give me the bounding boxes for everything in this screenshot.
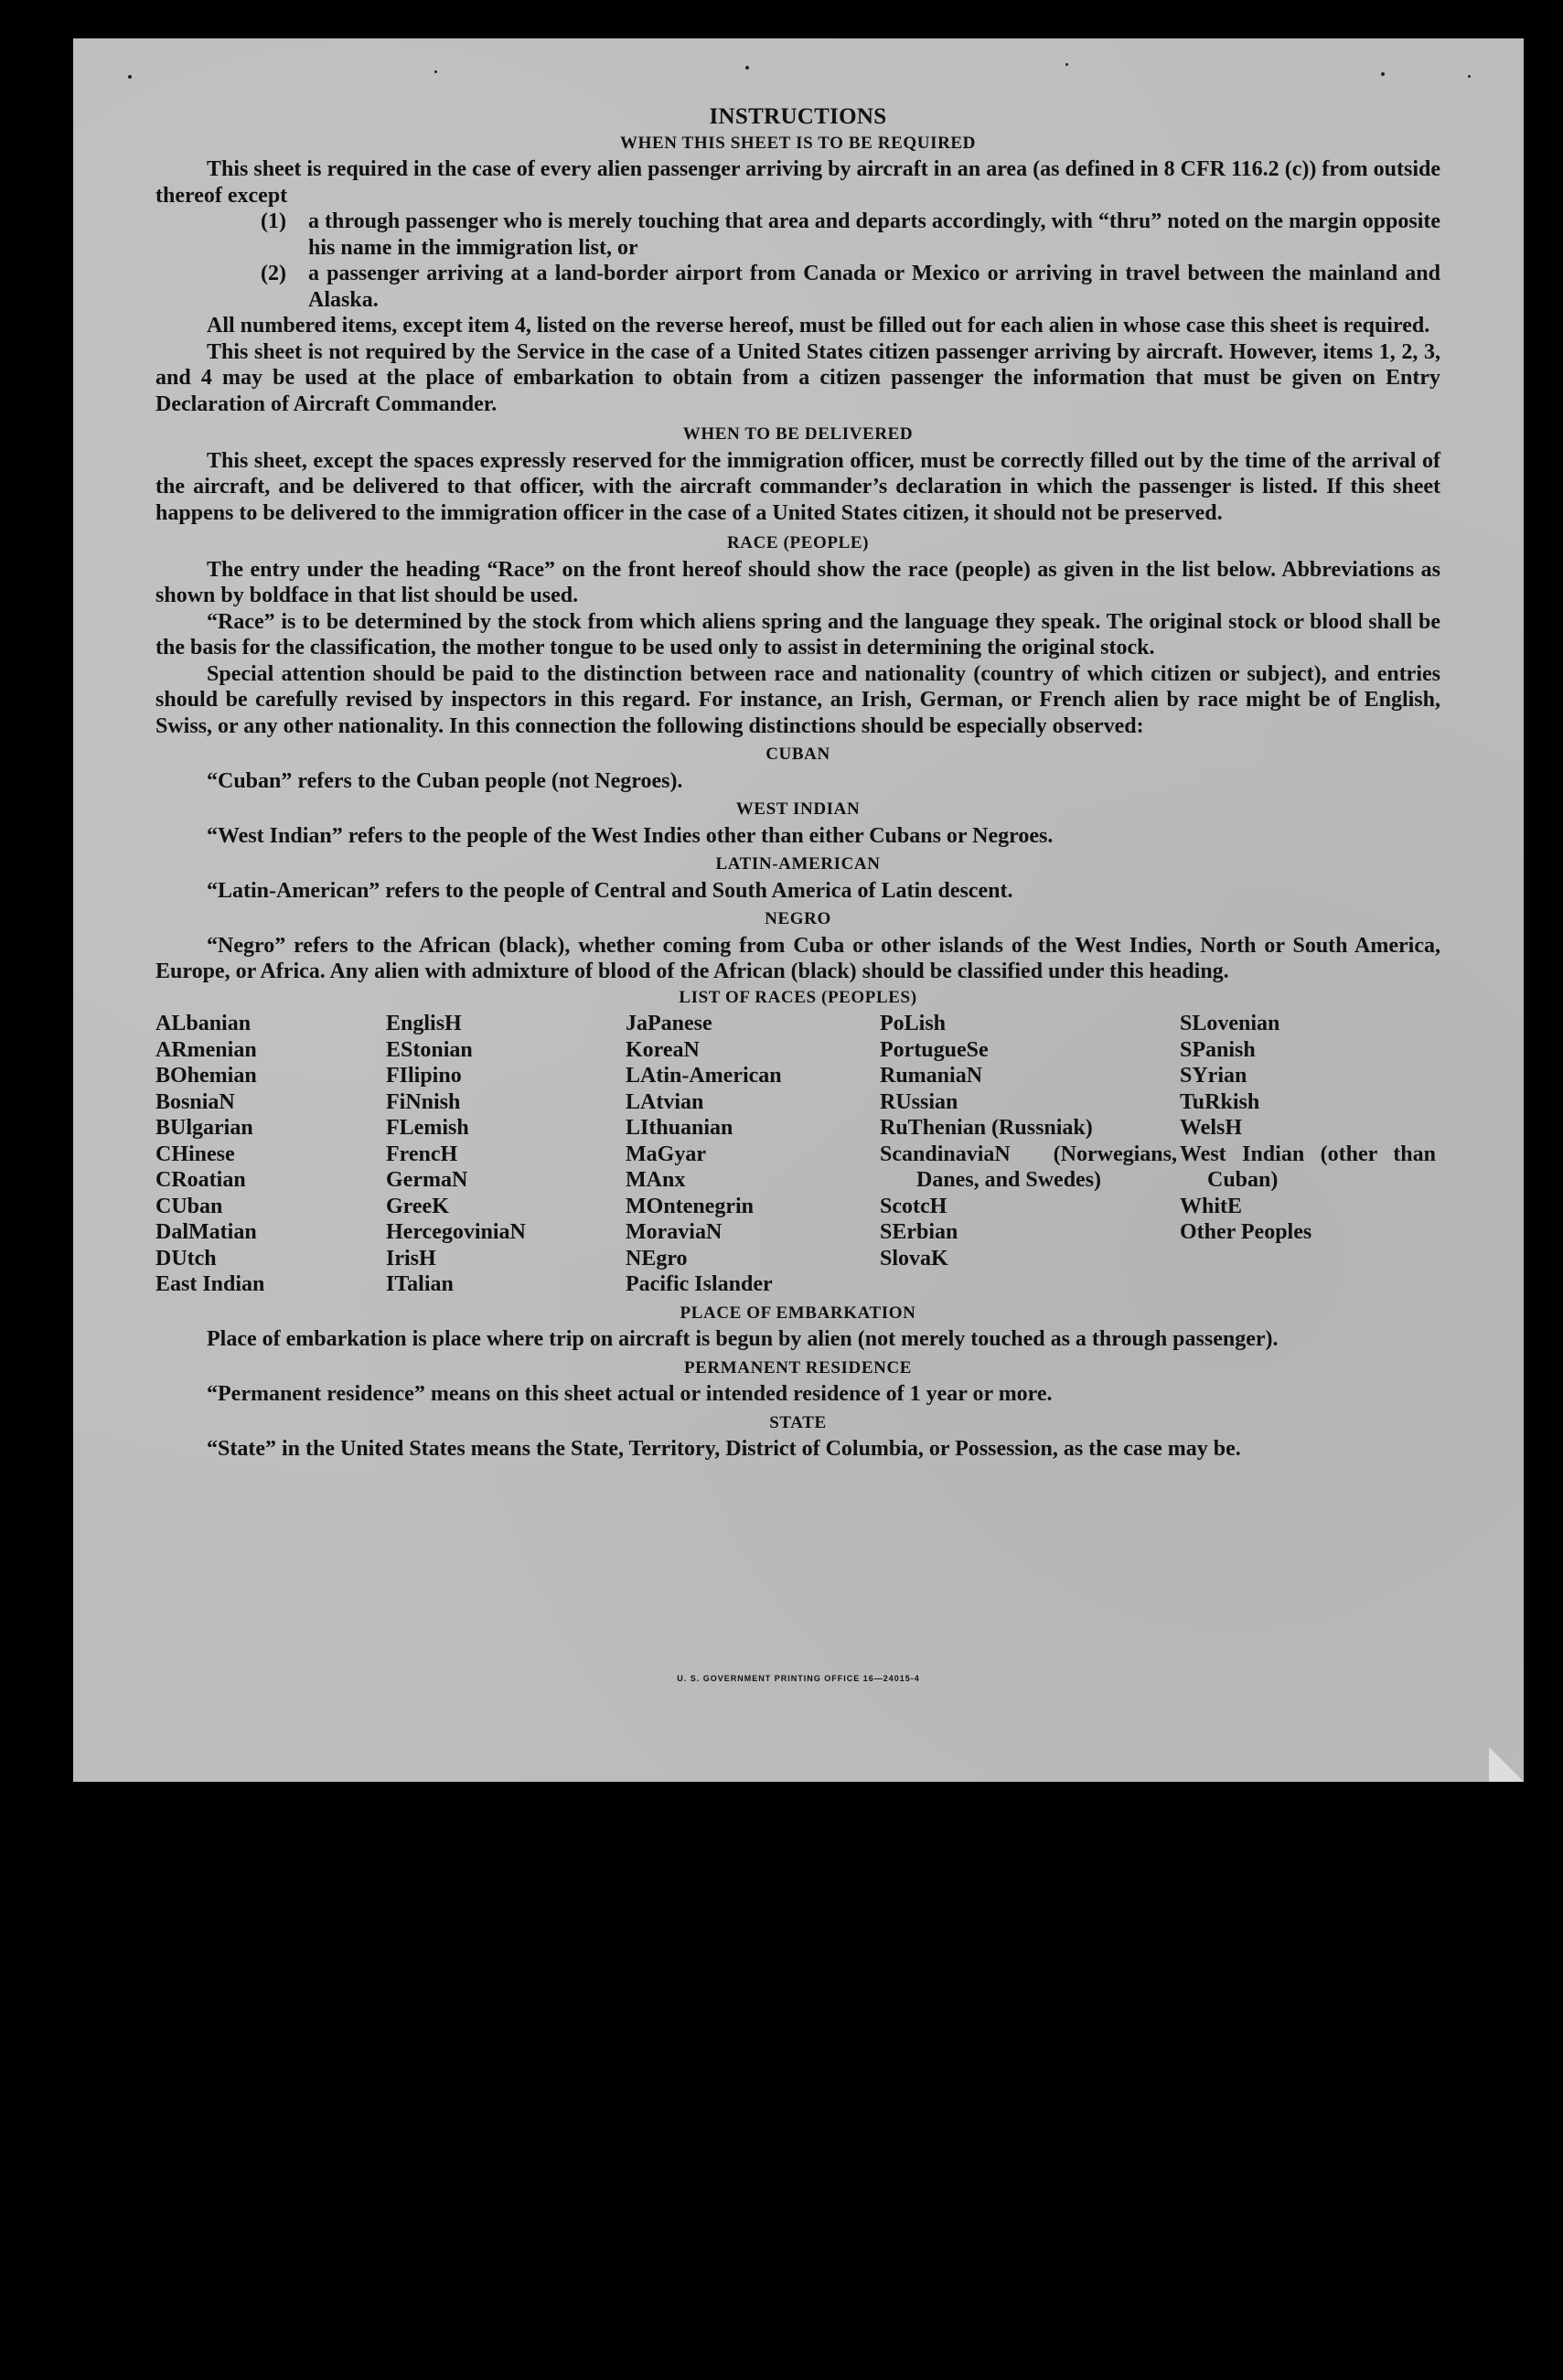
race-entry: DalMatian: [155, 1220, 257, 1244]
race-entry: SErbian: [880, 1220, 958, 1244]
race-entry: SPanish: [1180, 1037, 1256, 1062]
race-entry: Pacific Islander: [626, 1272, 773, 1296]
race-entry: LIthuanian: [626, 1116, 733, 1140]
race-entry: ScandinaviaN (Norwegians, Danes, and Swedes): [880, 1142, 1177, 1192]
section-heading-delivered: WHEN TO BE DELIVERED: [682, 424, 914, 444]
race-entry: IrisH: [386, 1246, 436, 1270]
race-entry: MaGyar: [626, 1142, 706, 1166]
race-entry: BUlgarian: [155, 1116, 253, 1140]
section-heading-latin-american: LATIN-AMERICAN: [715, 854, 881, 874]
folded-corner: [1489, 1747, 1524, 1782]
paragraph: “Race” is to be determined by the stock from which aliens spring and the language they speak. The original stock or blood shall be the basis for the classification, the mother tongue to be used only to assist in determining the original stock.: [155, 609, 1440, 659]
race-entry: RuThenian (Russniak): [880, 1116, 1093, 1140]
section-heading-negro: NEGRO: [765, 909, 831, 928]
race-entry: FIlipino: [386, 1064, 462, 1088]
paragraph: “Permanent residence” means on this sheet actual or intended residence of 1 year or more.: [207, 1382, 1053, 1406]
section-heading-race: RACE (PEOPLE): [726, 533, 870, 552]
section-heading-required: WHEN THIS SHEET IS TO BE REQUIRED: [619, 133, 977, 153]
paragraph: “Latin-American” refers to the people of Central and South America of Latin descent.: [207, 878, 1013, 903]
races-column: [626, 1011, 880, 1298]
paragraph: All numbered items, except item 4, listed on the reverse hereof, must be filled out for each alien in whose case this sheet is required.: [207, 314, 1430, 338]
section-heading-west-indian: WEST INDIAN: [735, 799, 861, 819]
race-entry: EnglisH: [386, 1012, 462, 1035]
race-entry: FiNnish: [386, 1089, 461, 1114]
race-entry: GermaN: [386, 1168, 468, 1192]
race-entry: DUtch: [155, 1246, 217, 1270]
race-entry: ALbanian: [155, 1012, 252, 1035]
race-entry: LAtvian: [626, 1089, 704, 1114]
list-item: [261, 261, 1440, 313]
race-entry: SlovaK: [880, 1246, 948, 1270]
race-entry: SLovenian: [1180, 1012, 1280, 1035]
paragraph: “Negro” refers to the African (black), whether coming from Cuba or other islands of the West Indies, North or South America, Europe, or Africa. Any alien with admixture of blood of the African (black) should be classified under this heading.: [155, 933, 1440, 983]
race-entry: WelsH: [1180, 1116, 1243, 1140]
list-item: [261, 209, 1440, 261]
printing-office-imprint: U. S. GOVERNMENT PRINTING OFFICE 16—24015-4: [677, 1674, 920, 1683]
race-entry: ScotcH: [880, 1194, 947, 1218]
document-sheet: [73, 38, 1524, 1782]
race-entry: CUban: [155, 1194, 223, 1218]
paragraph: The entry under the heading “Race” on the front hereof should show the race (people) as given in the list below. Abbreviations as shown by boldface in that list should be used.: [155, 557, 1440, 607]
races-column: [155, 1011, 386, 1298]
paragraph: “West Indian” refers to the people of the West Indies other than either Cubans or Negroes.: [207, 823, 1054, 848]
race-entry: FLemish: [386, 1116, 469, 1140]
race-entry: PortugueSe: [880, 1037, 989, 1062]
race-entry: WhitE: [1180, 1194, 1243, 1218]
section-heading-cuban: CUBAN: [765, 745, 830, 764]
race-entry: West Indian (other than Cuban): [1180, 1142, 1436, 1192]
race-entry: ARmenian: [155, 1037, 257, 1062]
race-entry: CHinese: [155, 1142, 235, 1166]
section-heading-races-list: LIST OF RACES (PEOPLES): [679, 987, 917, 1007]
document-title: INSTRUCTIONS: [709, 104, 887, 129]
item-number: (1): [261, 209, 286, 233]
race-entry: JaPanese: [626, 1012, 712, 1035]
race-entry: MoraviaN: [626, 1220, 723, 1244]
item-number: (2): [261, 262, 286, 285]
race-entry: SYrian: [1180, 1064, 1247, 1088]
race-entry: PoLish: [880, 1012, 947, 1035]
race-entry: Other Peoples: [1180, 1220, 1312, 1244]
race-entry: HercegoviniaN: [386, 1220, 526, 1244]
race-entry: ITalian: [386, 1272, 454, 1296]
race-entry: MOntenegrin: [626, 1194, 754, 1218]
race-entry: RUssian: [880, 1089, 958, 1114]
races-list: [155, 1011, 1440, 1298]
paragraph: “Cuban” refers to the Cuban people (not Negroes).: [207, 768, 683, 793]
race-entry: East Indian: [155, 1272, 265, 1296]
section-heading-embarkation: PLACE OF EMBARKATION: [680, 1303, 916, 1323]
item-text: a passenger arriving at a land-border airport from Canada or Mexico or arriving in travel between the mainland and Alaska.: [308, 262, 1440, 312]
race-entry: GreeK: [386, 1194, 449, 1218]
paragraph: “State” in the United States means the State, Territory, District of Columbia, or Possession, as the case may be.: [207, 1437, 1241, 1461]
paragraph: This sheet is required in the case of every alien passenger arriving by aircraft in an area (as defined in 8 CFR 116.2 (c)) from outside thereof except: [155, 157, 1440, 208]
section-heading-residence: PERMANENT RESIDENCE: [683, 1357, 913, 1378]
race-entry: RumaniaN: [880, 1064, 983, 1088]
races-column: [386, 1011, 626, 1298]
race-entry: EStonian: [386, 1037, 473, 1062]
paragraph: Special attention should be paid to the distinction between race and nationality (country of which citizen or subject), and entries should be carefully revised by inspectors in this regard. For instance, an Irish, German, or French alien by race might be of English, Swiss, or any other nationality. In this connection the following distinctions should be especially observed:: [155, 661, 1440, 738]
race-entry: KoreaN: [626, 1037, 700, 1062]
item-text: a through passenger who is merely touching that area and departs accordingly, with “thru” noted on the margin opposite his name in the immigration list, or: [308, 209, 1440, 260]
race-entry: LAtin-American: [626, 1064, 782, 1088]
paragraph: This sheet, except the spaces expressly reserved for the immigration officer, must be correctly filled out by the time of the arrival of the aircraft, and be delivered to that officer, with the aircraft commander’s declaration in which the passenger is listed. If this sheet happens to be delivered to the immigration officer in the case of a United States citizen, it should not be preserved.: [155, 448, 1440, 525]
race-entry: BosniaN: [155, 1089, 235, 1114]
races-column: [1180, 1011, 1436, 1298]
race-entry: BOhemian: [155, 1064, 257, 1088]
races-column: [880, 1011, 1177, 1298]
race-entry: NEgro: [626, 1246, 688, 1270]
race-entry: CRoatian: [155, 1168, 246, 1192]
document-body: [155, 102, 1440, 1463]
section-heading-state: STATE: [769, 1412, 827, 1432]
paragraph: Place of embarkation is place where trip on aircraft is begun by alien (not merely touched as a through passenger).: [207, 1327, 1279, 1351]
race-entry: FrencH: [386, 1142, 458, 1166]
race-entry: TuRkish: [1180, 1089, 1260, 1114]
paragraph: This sheet is not required by the Service in the case of a United States citizen passenger arriving by aircraft. However, items 1, 2, 3, and 4 may be used at the place of embarkation to obtain from a citizen passenger the information that must be given on Entry Declaration of Aircraft Commander.: [155, 339, 1440, 416]
race-entry: MAnx: [626, 1168, 686, 1192]
